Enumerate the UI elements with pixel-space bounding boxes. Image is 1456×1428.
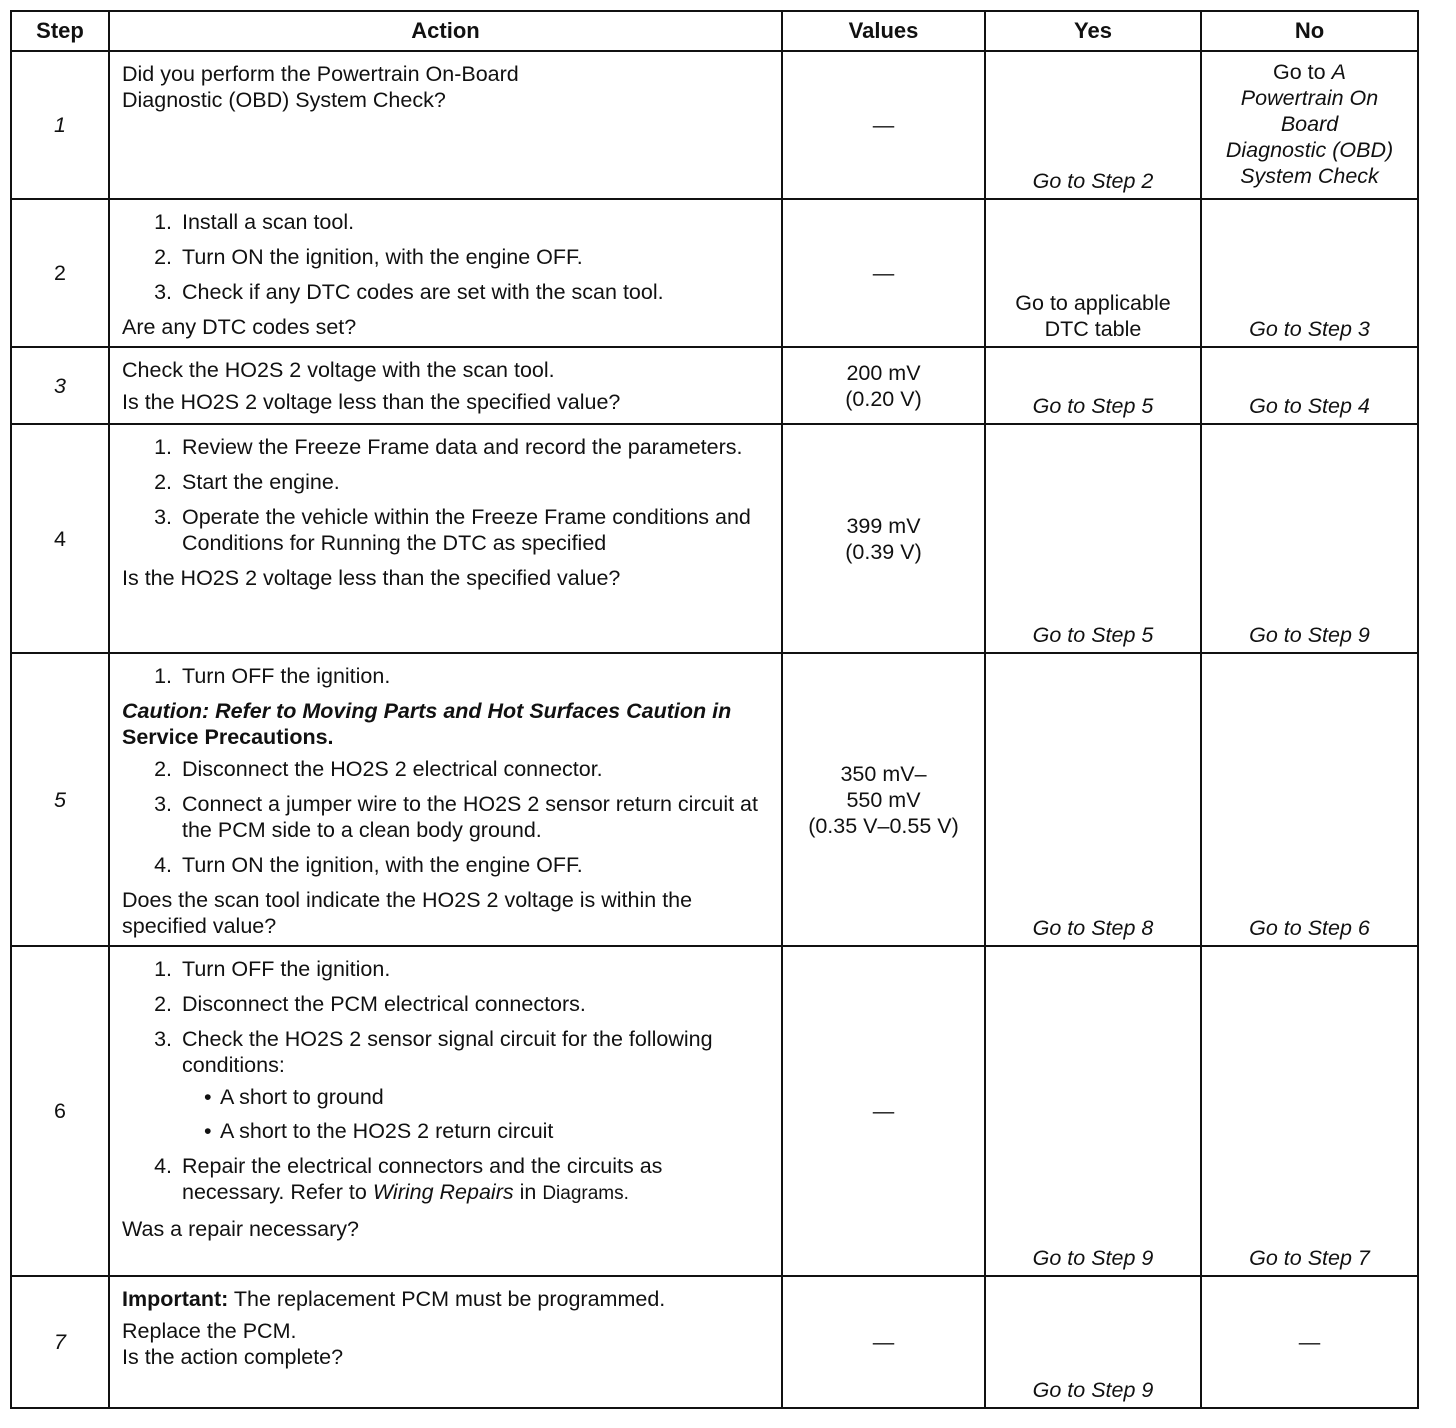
header-step: Step — [11, 11, 109, 51]
no-cell: Go to Step 4 — [1201, 347, 1418, 424]
header-values: Values — [782, 11, 985, 51]
yes-cell: Go to Step 2 — [985, 51, 1201, 199]
action-steps — [122, 209, 769, 305]
no-cell: Go to Step 7 — [1201, 946, 1418, 1276]
step-number: 2 — [11, 199, 109, 347]
action-step: 2. Turn ON the ignition, with the engine OFF. — [178, 244, 769, 270]
step-number: 3 — [11, 347, 109, 424]
no-cell: Go to Step 6 — [1201, 653, 1418, 946]
yes-cell: Go to Step 9 — [985, 946, 1201, 1276]
action-step: 2. Disconnect the PCM electrical connectors. — [178, 991, 769, 1017]
step-number: 7 — [11, 1276, 109, 1408]
action-step-text: Repair the electrical connectors and the circuits as necessary. Refer to — [182, 1154, 663, 1204]
condition-item: • A short to ground — [218, 1084, 769, 1110]
action-step: 4. Turn ON the ignition, with the engine OFF. — [178, 852, 769, 878]
reference-section: Diagrams. — [542, 1183, 629, 1204]
yes-cell — [985, 199, 1201, 347]
action-cell — [109, 653, 782, 946]
value-cell — [782, 424, 985, 653]
action-cell — [109, 424, 782, 653]
action-steps — [122, 956, 769, 1207]
action-steps — [122, 434, 769, 556]
step-number: 6 — [11, 946, 109, 1276]
condition-item: • A short to the HO2S 2 return circuit — [218, 1118, 769, 1144]
action-cell — [109, 1276, 782, 1408]
action-cell — [109, 347, 782, 424]
yes-cell: Go to Step 5 — [985, 424, 1201, 653]
yes-cell: Go to Step 5 — [985, 347, 1201, 424]
value-cell: — — [782, 1276, 985, 1408]
action-question: Does the scan tool indicate the HO2S 2 voltage is within the specified value? — [122, 888, 693, 938]
table-row — [11, 51, 1418, 199]
value-text: 550 mV — [846, 787, 921, 812]
no-ref: System Check — [1240, 164, 1379, 188]
no-ref: A — [1331, 60, 1346, 84]
header-row — [11, 11, 1418, 51]
step-number: 4 — [11, 424, 109, 653]
action-step — [178, 1153, 769, 1207]
caution-ref: Service Precautions. — [122, 725, 334, 749]
action-step: 1. Review the Freeze Frame data and record the parameters. — [178, 434, 769, 460]
action-question: Are any DTC codes set? — [122, 315, 357, 339]
value-text: (0.39 V) — [845, 539, 922, 564]
yes-text: Go to applicable — [1015, 291, 1171, 315]
caution-note — [122, 698, 769, 750]
no-cell: Go to Step 3 — [1201, 199, 1418, 347]
value-text: (0.35 V–0.55 V) — [808, 813, 959, 838]
action-step: 1. Turn OFF the ignition. — [178, 663, 769, 689]
important-note — [122, 1286, 769, 1312]
action-cell — [109, 199, 782, 347]
table-row — [11, 347, 1418, 424]
no-prefix: Go to — [1273, 60, 1326, 84]
header-yes: Yes — [985, 11, 1201, 51]
action-step: 1. Install a scan tool. — [178, 209, 769, 235]
value-text: 350 mV– — [840, 761, 927, 786]
value-cell: — — [782, 51, 985, 199]
diagnostic-table — [10, 10, 1419, 1409]
action-step: 3. Operate the vehicle within the Freeze Frame conditions and Conditions for Running the DTC as specified — [178, 504, 769, 556]
action-step: 3. Check if any DTC codes are set with the scan tool. — [178, 279, 769, 305]
condition-list — [182, 1084, 769, 1144]
no-ref: Diagnostic (OBD) — [1225, 138, 1394, 162]
value-text: 200 mV — [846, 361, 921, 385]
reference-link: Wiring Repairs — [372, 1180, 514, 1204]
action-cell — [109, 946, 782, 1276]
table-row — [11, 946, 1418, 1276]
action-question: Is the HO2S 2 voltage less than the specified value? — [122, 566, 621, 590]
table-row — [11, 199, 1418, 347]
yes-cell: Go to Step 8 — [985, 653, 1201, 946]
action-text: Diagnostic (OBD) System Check? — [122, 88, 446, 112]
header-action: Action — [109, 11, 782, 51]
action-step — [178, 1026, 769, 1144]
action-step: 2. Disconnect the HO2S 2 electrical connector. — [178, 756, 769, 782]
value-cell — [782, 653, 985, 946]
table-row — [11, 653, 1418, 946]
value-text: (0.20 V) — [845, 387, 922, 411]
action-question: Was a repair necessary? — [122, 1217, 359, 1241]
header-no: No — [1201, 11, 1418, 51]
step-number: 5 — [11, 653, 109, 946]
action-cell — [109, 51, 782, 199]
table-row — [11, 424, 1418, 653]
action-step: 2. Start the engine. — [178, 469, 769, 495]
action-text: Check the HO2S 2 voltage with the scan tool. — [122, 358, 555, 382]
yes-cell: Go to Step 9 — [985, 1276, 1201, 1408]
yes-text: DTC table — [1044, 317, 1142, 341]
action-step: 3. Connect a jumper wire to the HO2S 2 sensor return circuit at the PCM side to a clean body ground. — [178, 791, 769, 843]
value-cell: — — [782, 946, 985, 1276]
action-text: Did you perform the Powertrain On-Board — [122, 62, 519, 86]
action-question: Is the HO2S 2 voltage less than the specified value? — [122, 390, 621, 414]
no-ref: Board — [1280, 112, 1339, 136]
action-step: 1. Turn OFF the ignition. — [178, 956, 769, 982]
important-label: Important: — [122, 1287, 229, 1311]
action-steps — [122, 756, 769, 878]
step-number: 1 — [11, 51, 109, 199]
action-step-text: Check the HO2S 2 sensor signal circuit for the following conditions: — [182, 1027, 713, 1077]
value-cell — [782, 347, 985, 424]
value-cell: — — [782, 199, 985, 347]
no-cell: Go to Step 9 — [1201, 424, 1418, 653]
no-ref: Powertrain On — [1240, 86, 1379, 110]
action-text: Replace the PCM. — [122, 1319, 297, 1343]
table-row — [11, 1276, 1418, 1408]
reference-in: in — [519, 1180, 537, 1204]
caution-text: Caution: Refer to Moving Parts and Hot Surfaces Caution in — [122, 699, 732, 723]
action-steps — [122, 663, 769, 689]
action-question: Is the action complete? — [122, 1345, 344, 1369]
no-cell: — — [1201, 1276, 1418, 1408]
no-cell — [1201, 51, 1418, 199]
value-text: 399 mV — [846, 513, 921, 538]
important-text: The replacement PCM must be programmed. — [233, 1287, 666, 1311]
